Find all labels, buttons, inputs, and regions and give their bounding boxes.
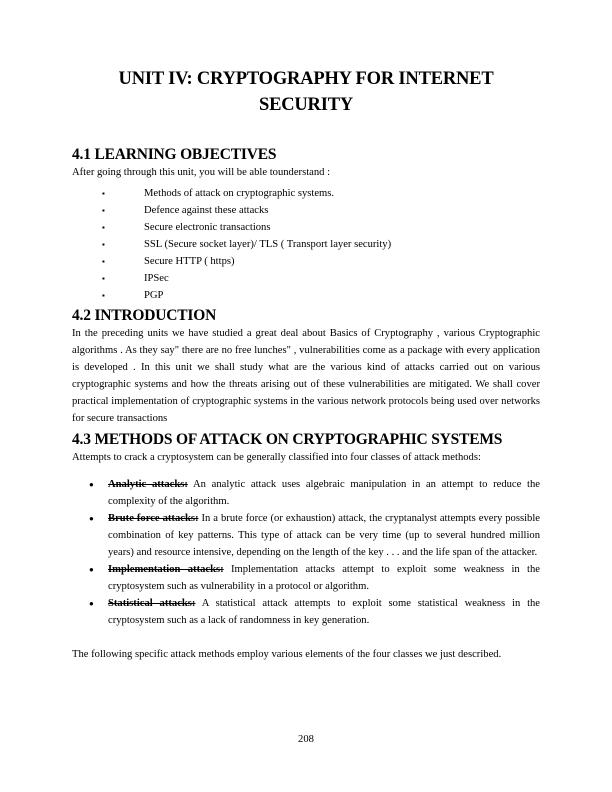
attack-term: Implementation attacks: [108, 564, 224, 575]
list-item: ● Implementation attacks: Implementation attacks attempt to exploit some weakness in the cryptosystem such as vulnerability in a protocol or algorithm. [72, 561, 540, 595]
list-item: ▪ Methods of attack on cryptographic systems. [72, 185, 540, 202]
bullet-icon: ▪ [102, 291, 105, 300]
bullet-icon: ● [89, 480, 94, 489]
bullet-icon: ▪ [102, 206, 105, 215]
attack-term: Statistical attacks: [108, 598, 196, 609]
list-item: ▪ Defence against these attacks [72, 202, 540, 219]
list-item: ● Analytic attacks: An analytic attack uses algebraic manipulation in an attempt to reduce the complexity of the algorithm. [72, 476, 540, 510]
attack-methods-closing: The following specific attack methods employ various elements of the four classes we just described. [72, 649, 502, 660]
bullet-icon: ▪ [102, 223, 105, 232]
attack-methods-heading: 4.3 METHODS OF ATTACK ON CRYPTOGRAPHIC SYSTEMS [72, 431, 503, 448]
bullet-icon: ● [89, 514, 94, 523]
page-title [72, 66, 540, 118]
attack-methods-intro: Attempts to crack a cryptosystem can be generally classified into four classes of attack methods: [72, 452, 481, 463]
bullet-icon: ▪ [102, 189, 105, 198]
learning-objectives-heading: 4.1 LEARNING OBJECTIVES [72, 146, 277, 163]
list-item: ▪ Secure HTTP ( https) [72, 253, 540, 270]
attack-classes-list [72, 476, 540, 629]
bullet-icon: ▪ [102, 240, 105, 249]
list-item: ▪ IPSec [72, 270, 540, 287]
bullet-icon: ● [89, 565, 94, 574]
introduction-heading: 4.2 INTRODUCTION [72, 307, 217, 324]
list-item: ▪ PGP [72, 287, 540, 304]
introduction-section [72, 306, 540, 427]
list-item: ● Statistical attacks: A statistical attack attempts to exploit some statistical weakness in the cryptosystem such as a lack of randomness in key generation. [72, 595, 540, 629]
bullet-icon: ▪ [102, 274, 105, 283]
list-item: ▪ SSL (Secure socket layer)/ TLS ( Transport layer security) [72, 236, 540, 253]
attack-term: Analytic attacks: [108, 479, 188, 490]
list-item: ▪ Secure electronic transactions [72, 219, 540, 236]
bullet-icon: ● [89, 599, 94, 608]
attack-methods-section [72, 430, 540, 663]
page-title-line-2: SECURITY [258, 95, 353, 115]
page-number: 208 [298, 734, 314, 745]
learning-objectives-intro: After going through this unit, you will be able tounderstand : [72, 167, 331, 178]
introduction-paragraph: In the preceding units we have studied a great deal about Basics of Cryptography , various Cryptographic algorithms . As they say" there are no free lunches" , vulnerabilities come as a package with every application is developed . In this unit we shall study what are the various kind of attacks carried out on various cryptographic systems and how the threats arising out of these vulnerabilities are mitigated. We shall cover practical implementation of cryptographic systems in the various network protocols being used over networks for secure transactions [72, 328, 540, 424]
document-page [72, 66, 540, 663]
bullet-icon: ▪ [102, 257, 105, 266]
page-title-line-1: UNIT IV: CRYPTOGRAPHY FOR INTERNET [118, 69, 494, 89]
learning-objectives-section [72, 145, 540, 304]
objectives-list [72, 185, 540, 304]
list-item: ● Brute force attacks: In a brute force (or exhaustion) attack, the cryptanalyst attempts every possible combination of key patterns. This type of attack can be very time (up to several hundred million years) and resource intensive, depending on the length of the key . . . and the life span of the attacker. [72, 510, 540, 561]
attack-term: Brute force attacks: [108, 513, 199, 524]
